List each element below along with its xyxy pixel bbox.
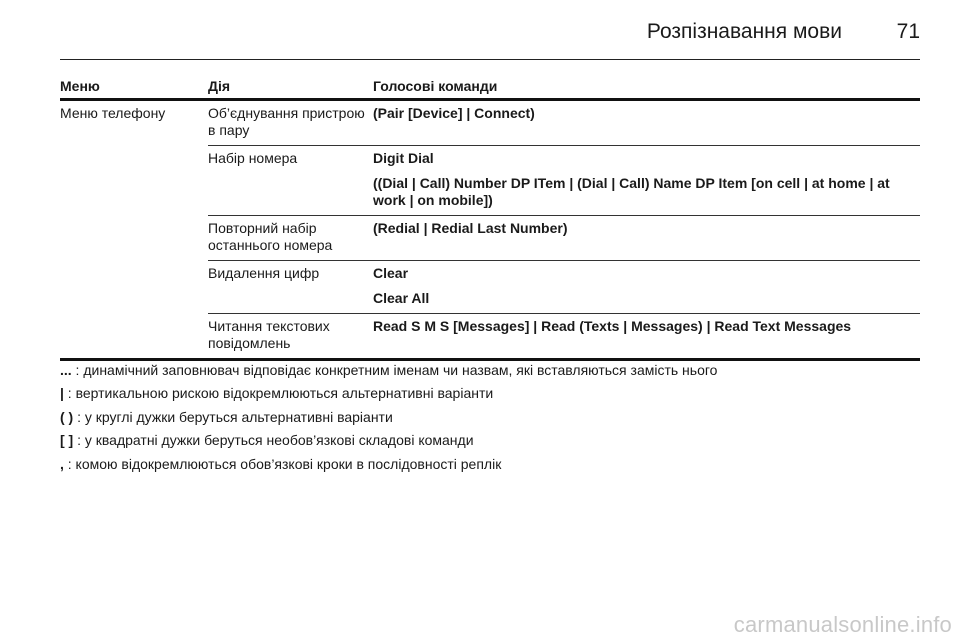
voice-command: ((Dial | Call) Number DP ITem | (Dial | Call) Name DP Item [on cell | at home | at work | on mobile]) [373,175,890,208]
legend-symbol: | [60,385,64,402]
action-cell: Читання текстових повідомлень [208,318,330,351]
page-number: 71 [896,20,920,43]
column-header-commands: Голосові команди [373,78,498,94]
table-row [208,146,920,216]
legend-text: : вертикальною рискою відокремлюються альтернативні варіанти [63,385,494,402]
legend [60,361,920,478]
legend-item [60,384,920,407]
voice-command: Clear All [373,290,430,306]
page-title: Розпізнавання мови [646,20,842,43]
table-group-phone-menu [60,101,920,361]
legend-item [60,408,920,431]
watermark: carmanualsonline.info [733,612,952,637]
voice-command: Read S M S [Messages] | Read (Texts | Messages) | Read Text Messages [373,318,852,334]
action-cell: Повторний набір останнього номера [208,220,333,253]
legend-text: : динамічний заповнювач відповідає конкретним іменам чи назвам, які вставляються замість нього [71,362,718,378]
voice-commands-table [60,78,920,361]
legend-symbol: , [60,455,64,472]
action-cell: Видалення цифр [208,265,320,281]
table-row [208,261,920,314]
column-header-action: Дія [208,78,231,94]
voice-command: Clear [373,265,409,281]
voice-command: (Redial | Redial Last Number) [373,220,568,236]
commands-cell [373,146,920,215]
action-cell: Об’єднування пристрою в пару [208,105,365,138]
legend-symbol: [ ] [60,432,74,449]
legend-text: : комою відокремлюються обов’язкові кроки в послідовності реплік [63,455,502,472]
legend-text: : у квадратні дужки беруться необов’язкові складові команди [73,432,474,449]
commands-cell [373,101,920,145]
table-header [60,78,920,101]
table-row [208,216,920,261]
commands-cell [373,216,920,260]
commands-cell [373,314,920,358]
table-row [208,101,920,146]
legend-item [60,431,920,454]
legend-item [60,361,920,384]
voice-command: (Pair [Device] | Connect) [373,105,535,121]
action-cell: Набір номера [208,150,298,166]
page-header [60,14,920,60]
legend-symbol: ( ) [60,408,74,425]
legend-text: : у круглі дужки беруться альтернативні варіанти [73,408,393,425]
voice-command: Digit Dial [373,150,434,166]
menu-cell: Меню телефону [60,105,166,121]
legend-symbol: ... [60,362,72,378]
column-header-menu: Меню [60,78,100,94]
legend-item [60,455,920,478]
commands-cell [373,261,920,313]
table-row [208,314,920,358]
